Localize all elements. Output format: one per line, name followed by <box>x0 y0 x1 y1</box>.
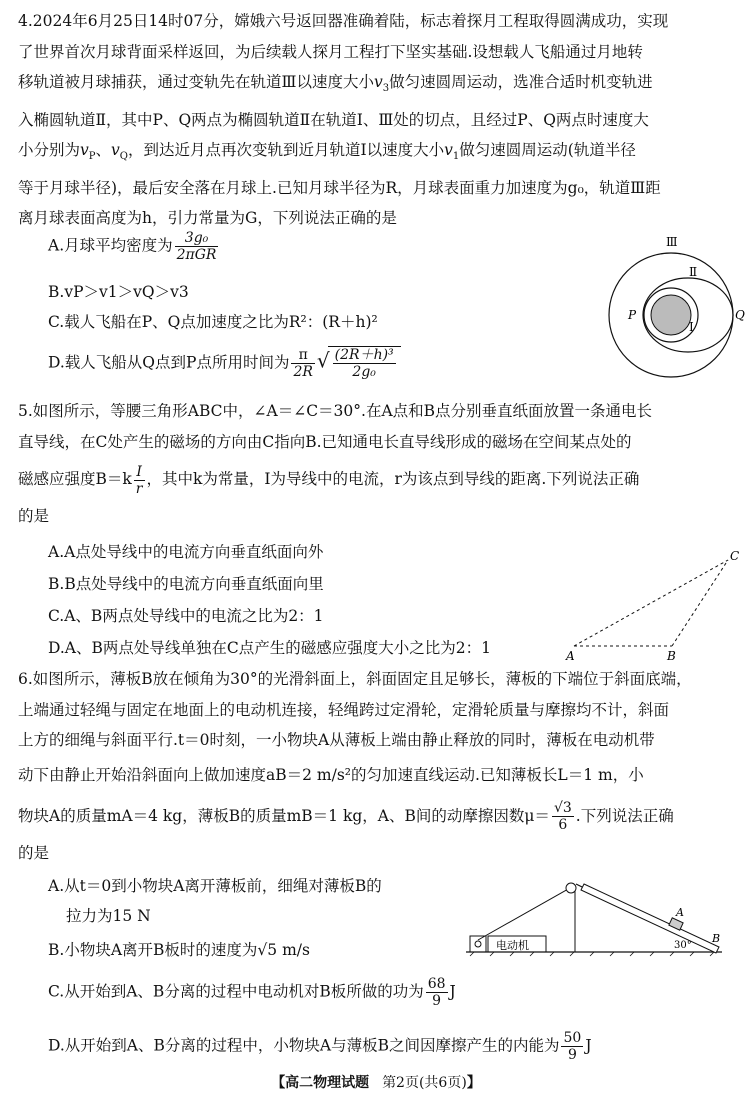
label-q: Q <box>735 308 745 322</box>
q6-incline-figure <box>460 876 726 962</box>
q6-line-1: 6.如图所示，薄板B放在倾角为30°的光滑斜面上，斜面固定且足够长，薄板的下端位于斜面底端， <box>18 670 692 688</box>
q4-line-2: 了世界首次月球背面采样返回，为后续载人探月工程打下坚实基础.设想载人飞船通过月地转 <box>18 42 643 61</box>
q4-line-7: 离月球表面高度为h，引力常量为G，下列说法正确的是 <box>18 209 397 228</box>
q4-line-1: 4.2024年6月25日14时07分，嫦娥六号返回器准确着陆，标志着探月工程取得圆满成功，实现 <box>18 12 669 30</box>
q6-line-5: 物块A的质量mA＝4 kg，薄板B的质量mB＝1 kg，A、B间的动摩擦因数μ＝ $\frac{√3}{6}$ .下列说法正确 <box>18 800 674 833</box>
q6-option-a-line2: 拉力为15 N <box>66 907 151 925</box>
q4-option-c: C.载人飞船在P、Q点加速度之比为R²：(R＋h)² <box>48 313 378 331</box>
label-block-a: A <box>676 906 684 919</box>
q6-stem <box>18 664 736 868</box>
label-orbit-iii: Ⅲ <box>666 235 678 249</box>
page-footer <box>0 1072 752 1092</box>
q6-option-c: C.从开始到A、B分离的过程中电动机对B板所做的功为 $\frac{68}{9}$ J <box>48 976 456 1009</box>
q5-stem <box>18 396 736 532</box>
footer-page: 第2页(共6页) <box>382 1075 467 1091</box>
q4-option-b: B.vP＞v1＞vQ＞v3 <box>48 283 189 301</box>
q5-line-2: 直导线，在C处产生的磁场的方向由C指向B.已知通电长直导线形成的磁场在空间某点处的 <box>18 432 632 451</box>
motor-box <box>470 936 486 952</box>
q5-option-d: D.A、B两点处导线单独在C点产生的磁感应强度大小之比为2：1 <box>48 639 491 657</box>
incline-angle-label: 30° <box>674 940 692 951</box>
label-c: C <box>730 549 740 563</box>
q5-option-c: C.A、B两点处导线中的电流之比为2：1 <box>48 607 324 625</box>
q4-stem <box>18 6 736 234</box>
label-orbit-i: Ⅰ <box>689 320 694 334</box>
label-board-b: B <box>712 932 721 945</box>
board-b <box>581 884 719 953</box>
q4-line-6: 等于月球半径)，最后安全落在月球上.已知月球半径为R，月球表面重力加速度为g₀，轨道Ⅲ距 <box>18 178 661 197</box>
rope-to-motor <box>478 888 570 940</box>
q5-option-a: A.A点处导线中的电流方向垂直纸面向外 <box>48 543 324 561</box>
q4-option-a: A.月球平均密度为 $\frac{\text{3g₀}}{\text{2πGR}}$ <box>48 230 217 263</box>
q6-line-4: 动下由静止开始沿斜面向上做加速度aB＝2 m/s²的匀加速直线运动.已知薄板长L＝1 m，小 <box>18 765 644 784</box>
q5-line-3: 磁感应强度B＝k $\frac{I}{r}$ ，其中k为常量，I为导线中的电流，r为该点到导线的距离.下列说法正确 <box>18 463 640 497</box>
q6-option-b: B.小物块A离开B板时的速度为√5 m/s <box>48 941 310 959</box>
label-orbit-ii: Ⅱ <box>689 265 698 279</box>
q6-line-6: 的是 <box>18 843 50 862</box>
footer-close: 】 <box>466 1075 481 1091</box>
motor-shaft <box>475 941 481 947</box>
side-ac <box>574 560 728 646</box>
q6-line-3: 上方的细绳与斜面平行.t＝0时刻，一小物块A从薄板上端由静止释放的同时，薄板在电动机带 <box>18 731 655 749</box>
q6-option-d: D.从开始到A、B分离的过程中，小物块A与薄板B之间因摩擦产生的内能为 $\frac{50}{9}$ J <box>48 1030 592 1063</box>
q4-option-d: D.载人飞船从Q点到P点所用时间为 $\frac{\pi}{2R}$ √ $\frac{\text{(2R＋h)³}}{\text{2g₀}}$ <box>48 346 401 380</box>
q5-triangle-figure <box>560 548 750 664</box>
q6-option-a-line1: A.从t＝0到小物块A离开薄板前，细绳对薄板B的 <box>48 877 382 895</box>
q4-line-4: 入椭圆轨道Ⅱ，其中P、Q两点为椭圆轨道Ⅱ在轨道Ⅰ、Ⅲ处的切点，且经过P、Q两点时速度大 <box>18 110 649 129</box>
q5-line-4: 的是 <box>18 507 50 525</box>
pulley <box>566 883 576 893</box>
moon <box>651 295 691 335</box>
q4-orbit-figure <box>596 232 746 382</box>
q5-option-b: B.B点处导线中的电流方向垂直纸面向里 <box>48 575 324 593</box>
q4-line-3: 移轨道被月球捕获，通过变轨先在轨道Ⅲ以速度大小$v_3$做匀速圆周运动，选准合适时机变轨进 <box>18 73 653 95</box>
label-b: B <box>667 649 676 663</box>
label-p: P <box>628 308 637 322</box>
label-a: A <box>566 649 575 663</box>
q4-line-5: 小分别为$v_P$、$v_Q$，到达近月点再次变轨到近月轨道Ⅰ以速度大小$v_1$做匀速圆周运动(轨道半径 <box>18 141 636 163</box>
motor-label: 电动机 <box>496 939 529 952</box>
q6-line-2: 上端通过轻绳与固定在地面上的电动机连接，轻绳跨过定滑轮，定滑轮质量与摩擦均不计，斜面 <box>18 700 670 719</box>
side-bc <box>672 560 728 646</box>
footer-title: 【高二物理试题 <box>271 1075 370 1091</box>
q5-line-1: 5.如图所示，等腰三角形ABC中，∠A＝∠C＝30°.在A点和B点分别垂直纸面放置一条通电长 <box>18 402 653 420</box>
